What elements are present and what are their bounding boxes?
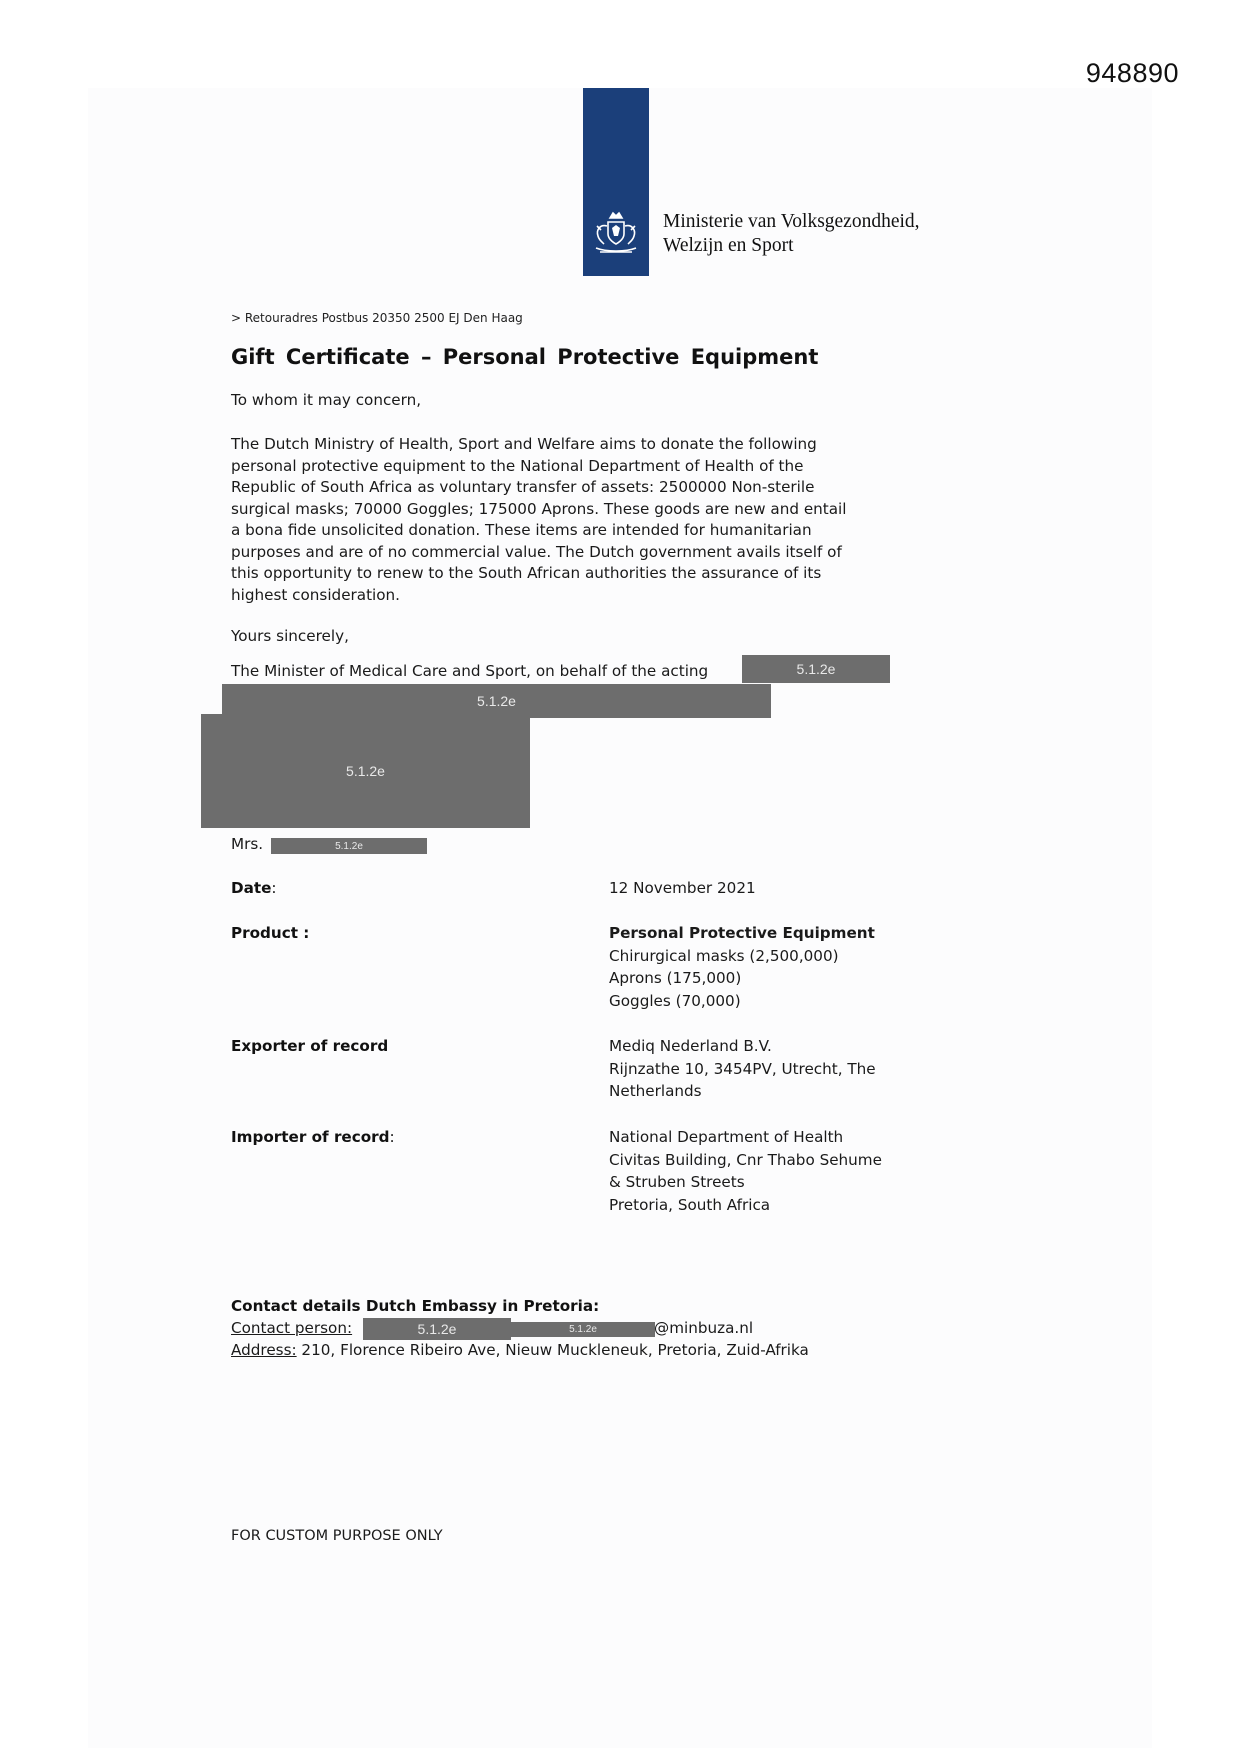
body-line: surgical masks; 70000 Goggles; 175000 Aprons. These goods are new and entail xyxy=(231,499,847,518)
body-line: The Dutch Ministry of Health, Sport and Welfare aims to donate the following xyxy=(231,435,817,453)
exporter-label: Exporter of record xyxy=(231,1037,389,1055)
exporter-line: Rijnzathe 10, 3454PV, Utrecht, The xyxy=(609,1059,876,1078)
date-label-text: Date xyxy=(231,879,272,897)
redaction-label: 5.1.2e xyxy=(346,763,385,779)
redaction-block xyxy=(271,838,427,854)
redaction-block xyxy=(742,655,890,683)
contact-address-value: 210, Florence Ribeiro Ave, Nieuw Muckleneuk, Pretoria, Zuid-Afrika xyxy=(296,1341,809,1359)
body-line: this opportunity to renew to the South African authorities the assurance of its xyxy=(231,564,822,582)
date-label xyxy=(231,877,277,900)
date-label-colon: : xyxy=(271,879,277,897)
redaction-label: 5.1.2e xyxy=(335,840,363,852)
importer-line: & Struben Streets xyxy=(609,1173,745,1192)
contact-person-line xyxy=(231,1319,352,1337)
ministry-name-line-1: Ministerie van Volksgezondheid, xyxy=(663,211,920,232)
body-line: highest consideration. xyxy=(231,585,401,604)
exporter-line: Mediq Nederland B.V. xyxy=(609,1037,772,1055)
product-item: Chirurgical masks (2,500,000) xyxy=(609,946,839,965)
document-number: 948890 xyxy=(1085,58,1179,88)
product-value xyxy=(609,922,929,1012)
redaction-label: 5.1.2e xyxy=(417,1321,457,1337)
body-line: a bona fide unsolicited donation. These items are intended for humanitarian xyxy=(231,521,812,539)
signatory-line: The Minister of Medical Care and Sport, on behalf of the acting xyxy=(231,662,709,680)
exporter-line: Netherlands xyxy=(609,1082,702,1101)
body-line: personal protective equipment to the National Department of Health of the xyxy=(231,456,804,475)
redaction-block xyxy=(201,714,530,828)
body-paragraph xyxy=(231,434,896,606)
closing: Yours sincerely, xyxy=(231,627,349,645)
ministry-name xyxy=(663,210,920,258)
ministry-logo-bar xyxy=(583,88,649,276)
royal-coat-of-arms-icon xyxy=(588,206,644,262)
importer-label xyxy=(231,1126,395,1149)
footer-note: FOR CUSTOM PURPOSE ONLY xyxy=(231,1528,443,1544)
product-heading: Personal Protective Equipment xyxy=(609,924,875,942)
ministry-name-line-2: Welzijn en Sport xyxy=(663,235,794,256)
product-item: Aprons (175,000) xyxy=(609,969,742,988)
contact-email-suffix: @minbuza.nl xyxy=(654,1319,754,1337)
importer-label-text: Importer of record xyxy=(231,1128,390,1146)
importer-value xyxy=(609,1126,929,1216)
product-item: Goggles (70,000) xyxy=(609,991,741,1010)
redaction-label: 5.1.2e xyxy=(477,693,516,709)
mrs-label: Mrs. xyxy=(231,835,264,853)
redaction-block xyxy=(511,1322,655,1337)
exporter-value xyxy=(609,1035,929,1103)
importer-line: National Department of Health xyxy=(609,1128,844,1146)
redaction-label: 5.1.2e xyxy=(569,1324,597,1335)
greeting: To whom it may concern, xyxy=(231,391,422,409)
page-background xyxy=(88,88,1152,1748)
date-value-text: 12 November 2021 xyxy=(609,879,756,897)
product-label: Product : xyxy=(231,924,310,942)
contact-address-label: Address: xyxy=(231,1341,297,1359)
contact-address-line xyxy=(231,1341,809,1359)
importer-line: Civitas Building, Cnr Thabo Sehume xyxy=(609,1150,882,1169)
date-value xyxy=(609,877,929,900)
redaction-block xyxy=(222,684,771,718)
certificate-title: Gift Certificate – Personal Protective Equipment xyxy=(231,345,819,369)
return-address: > Retouradres Postbus 20350 2500 EJ Den Haag xyxy=(231,311,523,325)
body-line: purposes and are of no commercial value. The Dutch government avails itself of xyxy=(231,542,842,561)
importer-label-colon: : xyxy=(389,1128,395,1146)
redaction-label: 5.1.2e xyxy=(796,661,836,677)
importer-line: Pretoria, South Africa xyxy=(609,1195,771,1214)
contact-person-label: Contact person: xyxy=(231,1319,353,1337)
body-line: Republic of South Africa as voluntary transfer of assets: 2500000 Non-sterile xyxy=(231,478,815,496)
contact-heading: Contact details Dutch Embassy in Pretoria: xyxy=(231,1297,600,1315)
redaction-block xyxy=(363,1318,511,1340)
